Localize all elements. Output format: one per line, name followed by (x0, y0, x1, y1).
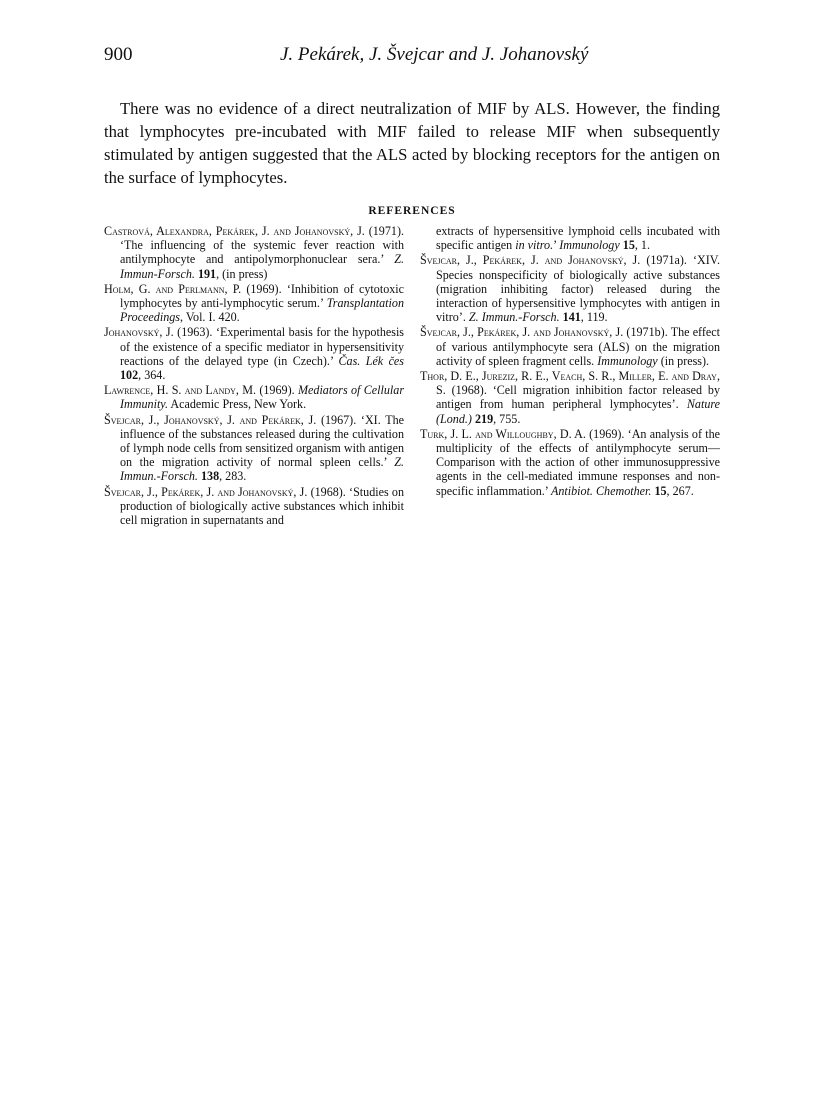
reference-entry: Švejcar, J., Pekárek, J. and Johanovský, J. (1971a). ‘XIV. Species nonspecificity of biologically active substances (migration inhibiting factor) released during the interaction of hypersensitive lymphocytes with antigen in vitro’. Z. Immun.-Forsch. 141, 119. (420, 253, 720, 325)
reference-entry: Johanovský, J. (1963). ‘Experimental basis for the hypothesis of the existence of a specific mediator in hypersensitivity reactions of the delayed type (in Czech).’ Čas. Lék čes 102, 364. (104, 325, 405, 383)
running-head: J. Pekárek, J. Švejcar and J. Johanovský (280, 44, 589, 65)
references-heading: REFERENCES (368, 205, 456, 217)
page-number: 900 (104, 44, 133, 65)
reference-entry: Holm, G. and Perlmann, P. (1969). ‘Inhibition of cytotoxic lymphocytes by anti-lymphocytic serum.’ Transplantation Proceedings, Vol. I. 420. (104, 281, 405, 325)
reference-entry: Švejcar, J., Johanovský, J. and Pekárek, J. (1967). ‘XI. The influence of the substances released during the cultivation of lymph node cells from sensitized organism with antigen on the migration activity of normal spleen cells.’ Z. Immun.-Forsch. 138, 283. (104, 412, 405, 484)
references-right-column (420, 224, 720, 499)
reference-entry: Švejcar, J., Pekárek, J. and Johanovský, J. (1971b). The effect of various antilymphocyte sera (ALS) on the migration activity of spleen fragment cells. Immunology (in press). (420, 325, 720, 368)
reference-entry: Castrová, Alexandra, Pekárek, J. and Johanovský, J. (1971). ‘The influencing of the systemic fever reaction with antilymphocyte and antipolymorphonuclear sera.’ Z. Immun-Forsch. 191, (in press) (104, 224, 404, 281)
reference-entry: Turk, J. L. and Willoughby, D. A. (1969). ‘An analysis of the multiplicity of the effects of antilymphocyte serum—Comparison with the action of other immunosuppressive agents in the cell-mediated immune responses and non-specific inflammation.’ Antibiot. Chemother. 15, 267. (420, 426, 720, 498)
reference-entry: Švejcar, J., Pekárek, J. and Johanovský, J. (1968). ‘Studies on production of biologically active substances which inhibit cell migration in supernatants and (104, 484, 404, 528)
reference-entry: Lawrence, H. S. and Landy, M. (1969). Mediators of Cellular Immunity. Academic Press, New York. (104, 383, 405, 412)
body-paragraph: There was no evidence of a direct neutralization of MIF by ALS. However, the finding that lymphocytes pre-incubated with MIF failed to release MIF when subsequently stimulated by antigen suggested that the ALS acted by blocking receptors for the antigen on the surface of lymphocytes. (104, 99, 720, 187)
references-left-column (104, 224, 404, 528)
reference-continuation: extracts of hypersensitive lymphoid cells incubated with specific antigen in vitro.’ Immunology 15, 1. (436, 224, 720, 253)
reference-entry: Thor, D. E., Jureziz, R. E., Veach, S. R., Miller, E. and Dray, S. (1968). ‘Cell migration inhibition factor released by antigen from human peripheral lymphocytes’. Nature (Lond.) 219, 755. (420, 369, 720, 426)
page-header (104, 44, 724, 70)
